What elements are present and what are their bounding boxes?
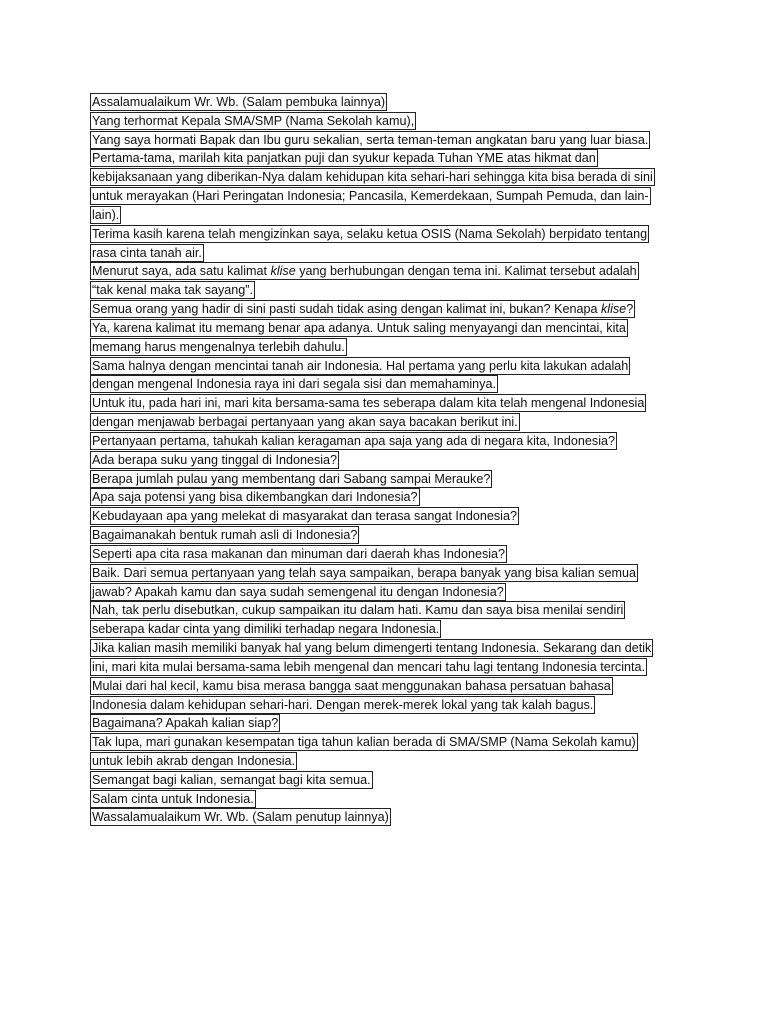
text-line: ini, mari kita mulai bersama-sama lebih mengenal dan mencari tahu lagi tentang Indonesia tercinta. [92,659,646,674]
text-line: Kebudayaan apa yang melekat di masyarakat dan terasa sangat Indonesia? [92,509,517,524]
text-line: Nah, tak perlu disebutkan, cukup sampaikan itu dalam hati. Kamu dan saya bisa menilai sendiri [92,603,624,618]
text-line: rasa cinta tanah air. [92,245,202,260]
text-line: jawab? Apakah kamu dan saya sudah semengenal itu dengan Indonesia? [92,584,504,599]
text-line: untuk merayakan (Hari Peringatan Indonesia; Pancasila, Kemerdekaan, Sumpah Pemuda, dan lain- [92,189,649,204]
text-line: Pertanyaan pertama, tahukah kalian keragaman apa saja yang ada di negara kita, Indonesia? [92,433,615,448]
text-line: Salam cinta untuk Indonesia. [92,791,254,806]
text-line: Pertama-tama, marilah kita panjatkan puji dan syukur kepada Tuhan YME atas hikmat dan [92,151,596,166]
text-line: Semangat bagi kalian, semangat bagi kita semua. [92,772,371,787]
text-line: Berapa jumlah pulau yang membentang dari Sabang sampai Merauke? [92,471,491,486]
text-line: memang harus mengenalnya terlebih dahulu. [92,339,345,354]
document-page [90,93,690,827]
text-line: Baik. Dari semua pertanyaan yang telah saya sampaikan, berapa banyak yang bisa kalian semua [92,565,636,580]
text-line: seberapa kadar cinta yang dimiliki terhadap negara Indonesia. [92,622,440,637]
text-line: Sama halnya dengan mencintai tanah air Indonesia. Hal pertama yang perlu kita lakukan adalah [92,358,629,373]
text-line: Assalamualaikum Wr. Wb. (Salam pembuka lainnya) [92,95,386,109]
text-line: kebijaksanaan yang diberikan-Nya dalam kehidupan kita sehari-hari sehingga kita bisa berada di sini [92,170,653,185]
text-line: Jika kalian masih memiliki banyak hal yang belum dimengerti tentang Indonesia. Sekarang dan detik [92,641,652,656]
text-line: Apa saja potensi yang bisa dikembangkan dari Indonesia? [92,490,418,505]
text-line: Yang terhormat Kepala SMA/SMP (Nama Sekolah kamu), [92,113,415,128]
text-line: untuk lebih akrab dengan Indonesia. [92,753,296,768]
text-line: Indonesia dalam kehidupan sehari-hari. Dengan merek-merek lokal yang tak kalah bagus. [92,697,594,712]
text-line: Tak lupa, mari gunakan kesempatan tiga tahun kalian berada di SMA/SMP (Nama Sekolah kamu) [92,735,636,750]
text-line: Wassalamualaikum Wr. Wb. (Salam penutup lainnya) [92,810,389,825]
text-line: Terima kasih karena telah mengizinkan saya, selaku ketua OSIS (Nama Sekolah) berpidato tentang [92,226,648,241]
text-line: Semua orang yang hadir di sini pasti sudah tidak asing dengan kalimat ini, bukan? Kenapa klise? [92,302,634,317]
text-line: dengan mengenal Indonesia raya ini dari segala sisi dan memahaminya. [92,377,496,392]
text-line: dengan menjawab berbagai pertanyaan yang akan saya bacakan berikut ini. [92,415,518,430]
text-line: Untuk itu, pada hari ini, mari kita bersama-sama tes seberapa dalam kita telah mengenal Indonesia [92,396,645,411]
text-line: lain). [92,207,120,222]
text-line: Bagaimanakah bentuk rumah asli di Indonesia? [92,528,358,543]
text-line: Seperti apa cita rasa makanan dan minuman dari daerah khas Indonesia? [92,546,506,561]
text-line: “tak kenal maka tak sayang”. [92,283,253,298]
text-line: Mulai dari hal kecil, kamu bisa merasa bangga saat menggunakan bahasa persatuan bahasa [92,678,611,693]
text-line: Ya, karena kalimat itu memang benar apa adanya. Untuk saling menyayangi dan mencintai, kita [92,320,626,335]
text-line: Menurut saya, ada satu kalimat klise yang berhubungan dengan tema ini. Kalimat tersebut adalah [92,264,637,279]
text-line: Yang saya hormati Bapak dan Ibu guru sekalian, serta teman-teman angkatan baru yang luar biasa. [92,132,649,147]
text-line: Bagaimana? Apakah kalian siap? [92,716,279,731]
text-line: Ada berapa suku yang tinggal di Indonesia? [92,452,338,467]
